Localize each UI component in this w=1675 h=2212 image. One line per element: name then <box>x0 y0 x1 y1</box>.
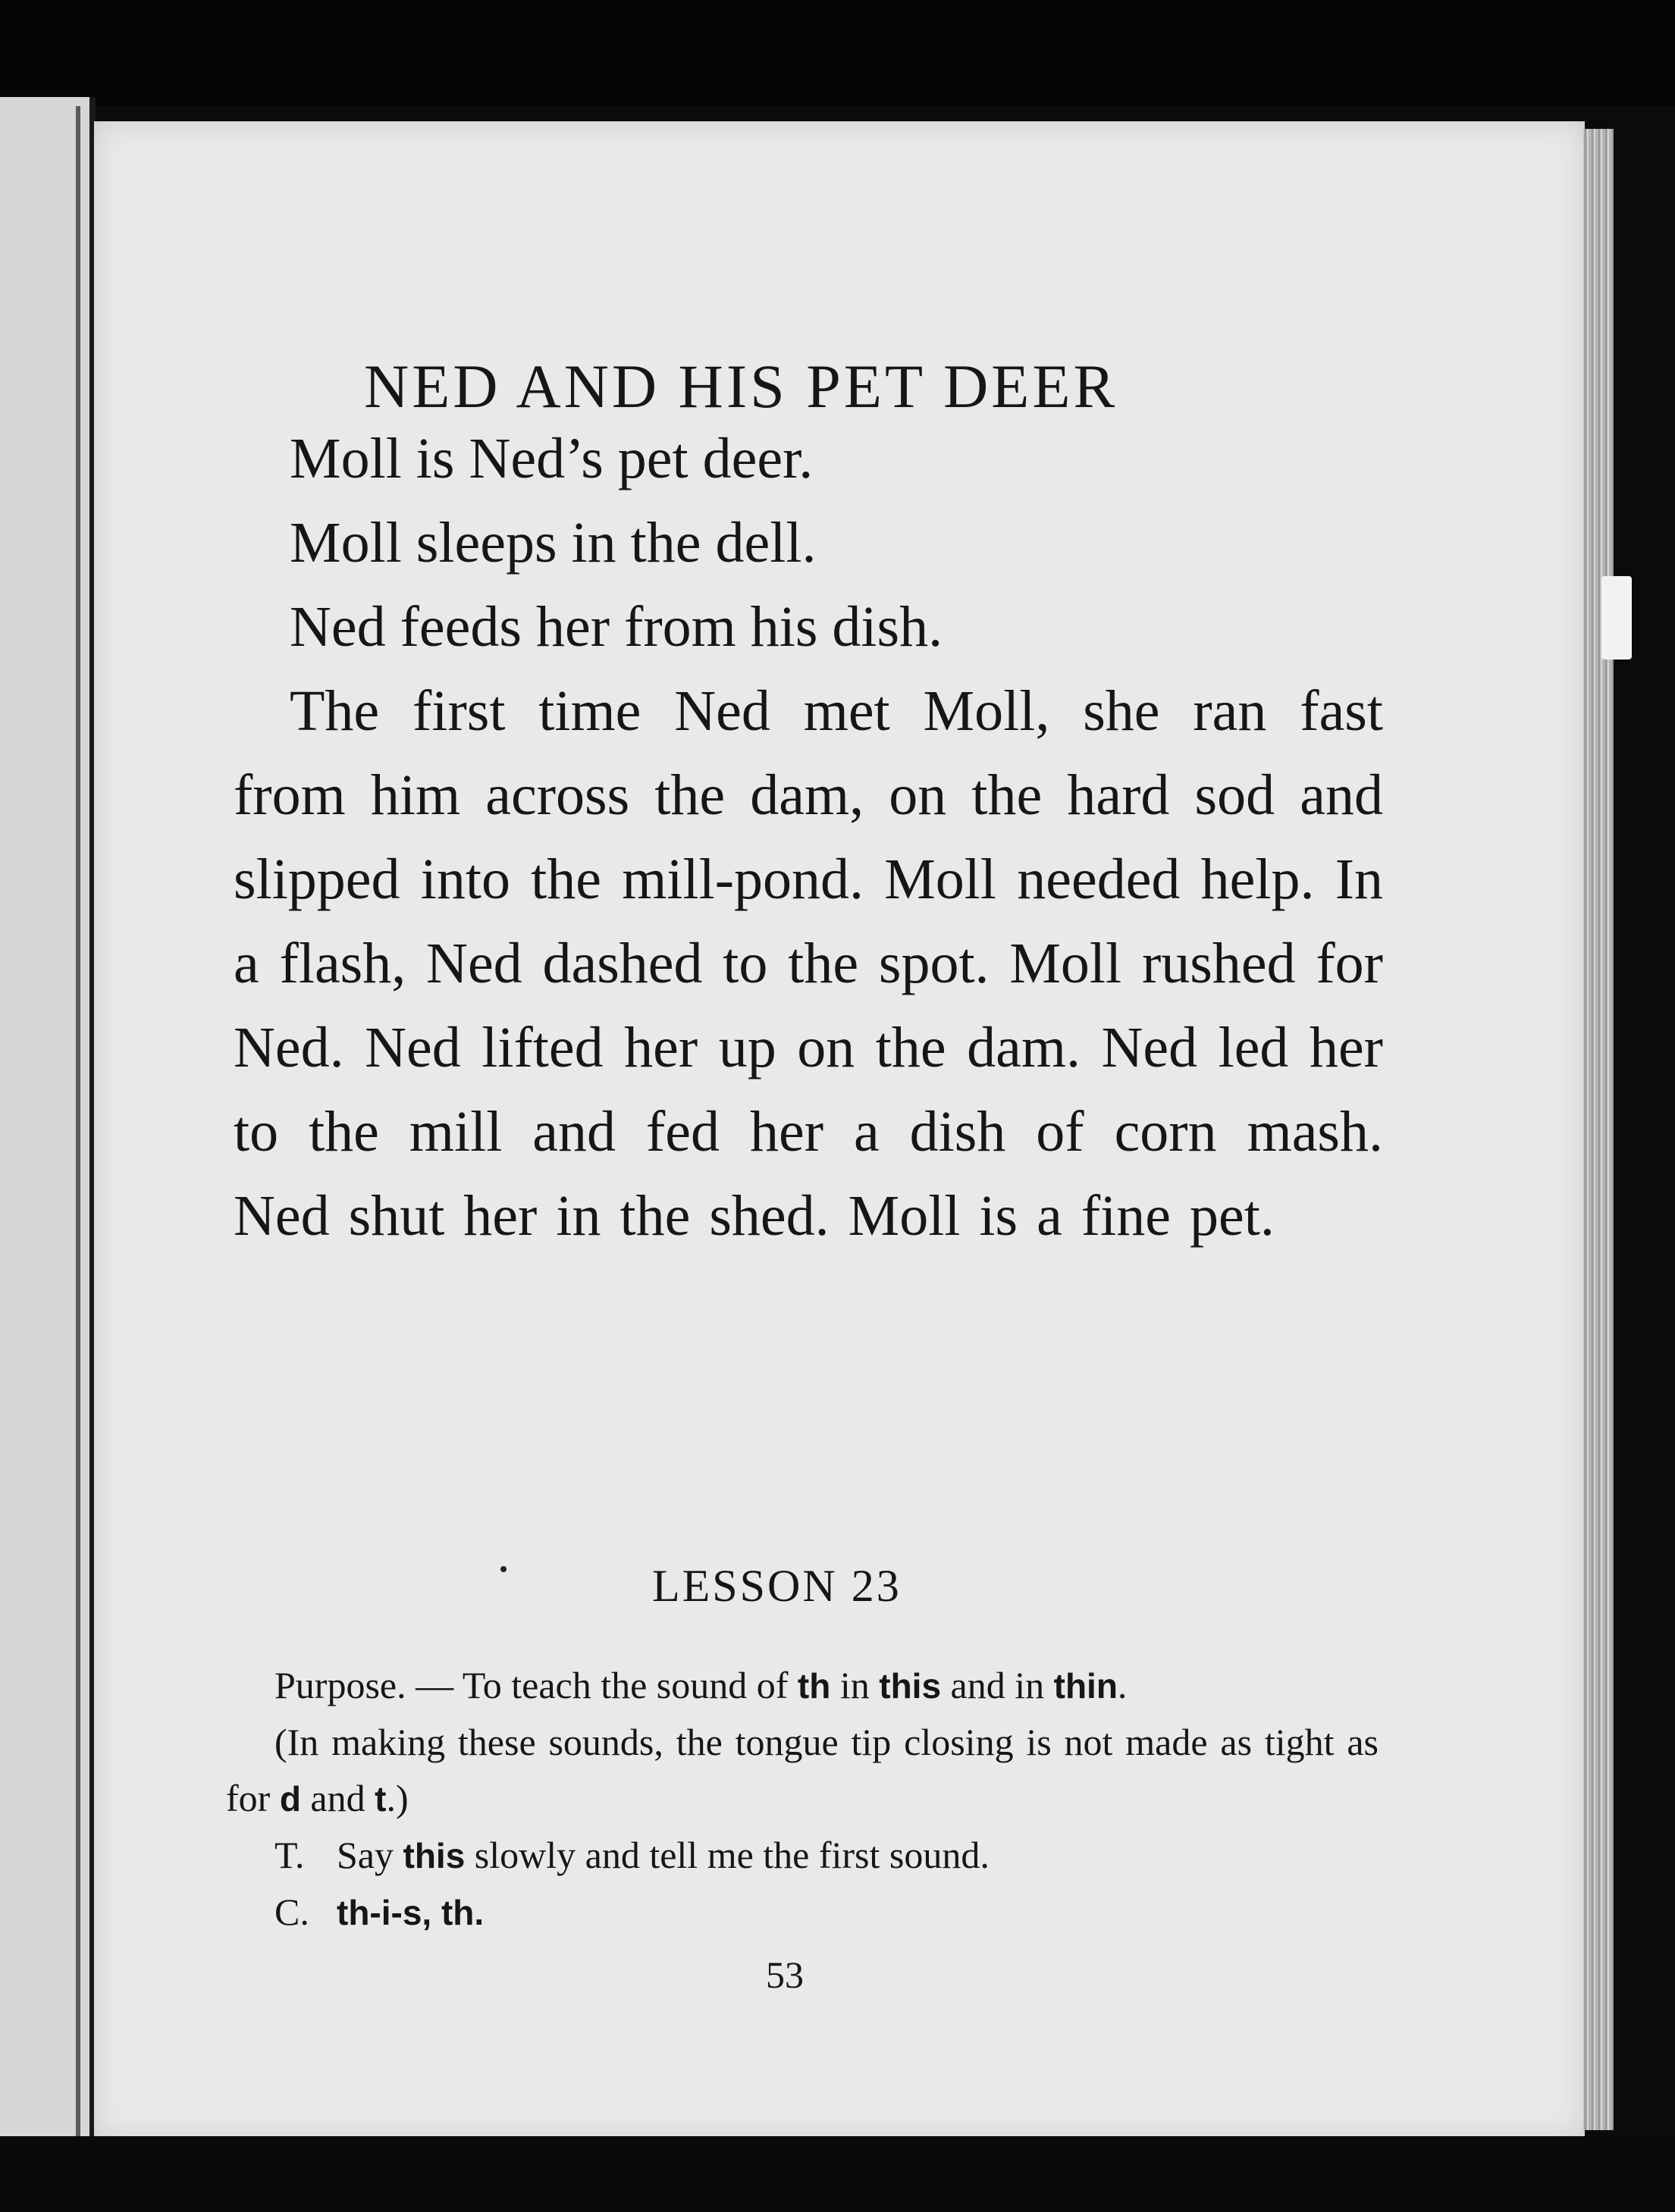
scan-top-border <box>0 0 1675 106</box>
pronunciation-note <box>226 1714 1379 1827</box>
page-stack-edge <box>1583 129 1614 2130</box>
page-number: 53 <box>766 1954 804 1996</box>
purpose-mid: in <box>839 1664 870 1706</box>
lesson-heading: LESSON 23 <box>652 1561 902 1611</box>
paren-start: (In making these sounds, the tongue tip closing is not made as tight as for <box>226 1721 1379 1819</box>
purpose-end: . <box>1117 1664 1128 1706</box>
purpose-line <box>226 1657 1379 1714</box>
teacher-speaker: T. <box>274 1834 305 1876</box>
scan-bottom-border <box>0 2136 1675 2212</box>
teacher-post: slowly and tell me the first sound. <box>474 1834 990 1876</box>
teacher-line <box>226 1827 1379 1884</box>
purpose-this: this <box>879 1666 942 1706</box>
purpose-and: and in <box>950 1664 1045 1706</box>
paren-end: .) <box>386 1777 409 1819</box>
child-line <box>226 1884 1379 1941</box>
paren-and: and <box>310 1777 365 1819</box>
teacher-pre: Say <box>337 1834 394 1876</box>
teacher-notes <box>226 1657 1379 1941</box>
paren-t: t <box>375 1779 387 1819</box>
page-tab <box>1601 576 1632 660</box>
purpose-label: Purpose. — To teach the sound of <box>274 1664 789 1706</box>
story-line: Moll sleeps in the dell. <box>290 511 817 575</box>
teacher-this: this <box>403 1836 466 1875</box>
purpose-th: th <box>797 1666 831 1706</box>
child-text: th-i-s, th. <box>337 1893 485 1932</box>
paren-d: d <box>279 1779 301 1819</box>
story-text <box>234 417 1383 1258</box>
story-paragraph: The first time Ned met Moll, she ran fast from him across the dam, on the hard sod and slipped into the mill-pond. Moll needed help. In a flash, Ned dashed to the spot. Moll rushed for Ned. Ned lifted her up on the dam. Ned led her to the mill and fed her a dish of corn mash. Ned shut her in the shed. Moll is a fine pet. <box>234 679 1383 1248</box>
binding-gutter <box>76 106 80 2138</box>
purpose-thin: thin <box>1053 1666 1118 1706</box>
page-title: NED AND HIS PET DEER <box>364 351 1118 421</box>
facing-page-edge <box>0 97 96 2136</box>
child-speaker: C. <box>274 1891 309 1933</box>
story-line: Moll is Ned’s pet deer. <box>290 427 814 490</box>
story-line: Ned feeds her from his dish. <box>290 595 943 659</box>
stray-dot <box>500 1566 507 1572</box>
